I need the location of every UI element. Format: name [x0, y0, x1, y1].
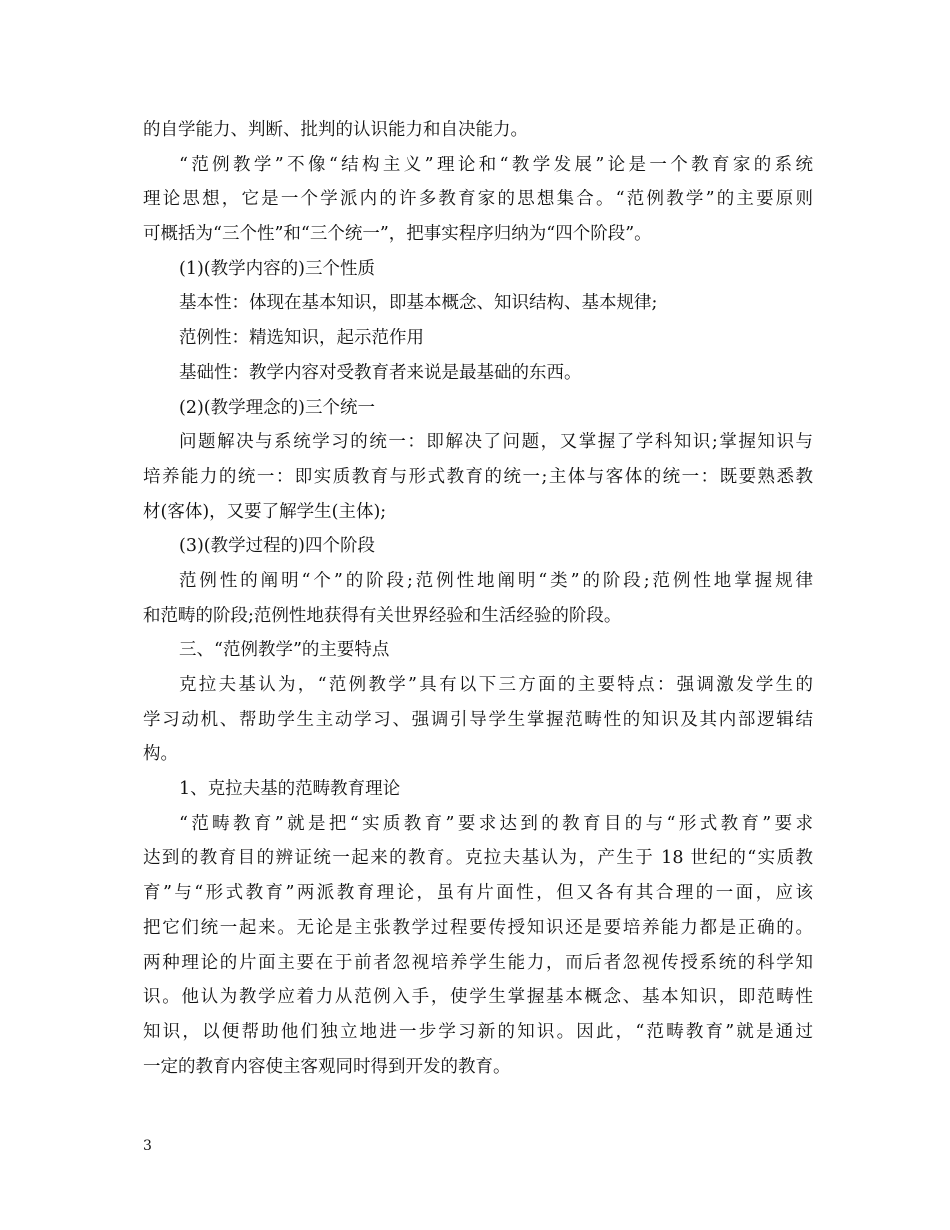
section-heading: (2)(教学理念的)三个统一: [179, 397, 375, 418]
paragraph-line: 范例性的阐明“个”的阶段;范例性地阐明“类”的阶段;范例性地掌握规律: [179, 570, 813, 591]
paragraph-line: 克拉夫基认为，“范例教学”具有以下三方面的主要特点：强调激发学生的: [179, 675, 813, 695]
paragraph-line: 材(客体)，又要了解学生(主体);: [143, 501, 387, 522]
body-text: [143, 113, 813, 1084]
paragraph-line: 问题解决与系统学习的统一：即解决了问题，又掌握了学科知识;掌握知识与: [179, 432, 813, 453]
paragraph-line: “范畴教育”就是把“实质教育”要求达到的教育目的与“形式教育”要求: [179, 813, 813, 834]
paragraph-line: 一定的教育内容使主客观同时得到开发的教育。: [143, 1056, 511, 1077]
paragraph-line: 构。: [143, 744, 178, 765]
paragraph-line: 育”与“形式教育”两派教育理论，虽有片面性，但又各有其合理的一面，应该: [143, 883, 813, 904]
paragraph-line: 和范畴的阶段;范例性地获得有关世界经验和生活经验的阶段。: [143, 605, 622, 626]
paragraph-line: 学习动机、帮助学生主动学习、强调引导学生掌握范畴性的知识及其内部逻辑结: [143, 709, 813, 730]
section-heading: (1)(教学内容的)三个性质: [179, 258, 375, 279]
paragraph-line: “范例教学”不像“结构主义”理论和“教学发展”论是一个教育家的系统: [179, 154, 813, 175]
paragraph-line: 把它们统一起来。无论是主张教学过程要传授知识还是要培养能力都是正确的。: [143, 917, 813, 938]
paragraph-line: 基本性：体现在基本知识，即基本概念、知识结构、基本规律;: [179, 293, 658, 314]
section-heading: (3)(教学过程的)四个阶段: [179, 536, 375, 557]
paragraph-line: 达到的教育目的辨证统一起来的教育。克拉夫基认为，产生于 18 世纪的“实质教: [143, 848, 813, 869]
paragraph-line: 的自学能力、判断、批判的认识能力和自决能力。: [143, 120, 528, 140]
page-number: 3: [143, 1138, 152, 1154]
paragraph-line: 可概括为“三个性”和“三个统一”，把事实程序归纳为“四个阶段”。: [143, 224, 652, 245]
paragraph-line: 范例性：精选知识，起示范作用: [179, 328, 424, 349]
paragraph-line: 知识，以便帮助他们独立地进一步学习新的知识。因此，“范畴教育”就是通过: [143, 1021, 813, 1042]
paragraph-line: 理论思想，它是一个学派内的许多教育家的思想集合。“范例教学”的主要原则: [143, 189, 813, 210]
paragraph-line: 识。他认为教学应着力从范例入手，使学生掌握基本概念、基本知识，即范畴性: [143, 987, 813, 1008]
paragraph-line: 两种理论的片面主要在于前者忽视培养学生能力，而后者忽视传授系统的科学知: [143, 952, 813, 973]
paragraph-line: 基础性：教学内容对受教育者来说是最基础的东西。: [179, 362, 582, 383]
section-heading: 1、克拉夫基的范畴教育理论: [179, 779, 401, 800]
paragraph-line: 培养能力的统一：即实质教育与形式教育的统一;主体与客体的统一：既要熟悉教: [143, 466, 813, 487]
section-heading: 三、“范例教学”的主要特点: [179, 640, 390, 661]
